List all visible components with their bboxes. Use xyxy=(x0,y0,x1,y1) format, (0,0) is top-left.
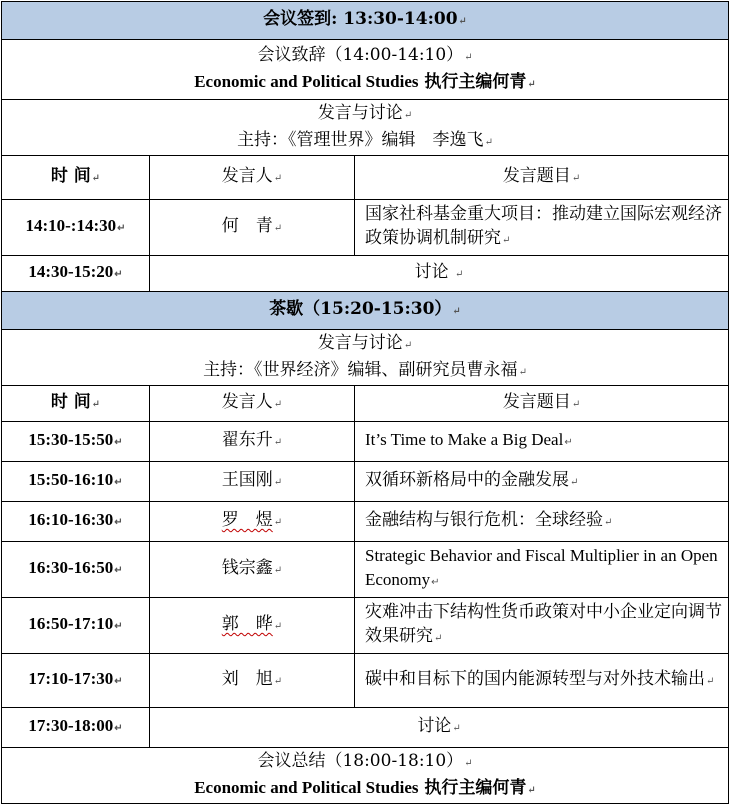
return-mark-icon: ↵ xyxy=(114,437,123,448)
return-mark-icon: ↵ xyxy=(464,757,473,769)
return-mark-icon: ↵ xyxy=(273,437,283,448)
return-mark-icon: ↵ xyxy=(273,621,283,632)
table-row xyxy=(2,708,729,748)
session1-title: 发言与讨论↵ xyxy=(317,102,413,123)
table-row xyxy=(2,422,729,462)
return-mark-icon: ↵ xyxy=(114,269,123,280)
return-mark-icon: ↵ xyxy=(564,437,573,448)
time-cell: 14:30-15:20↵ xyxy=(2,256,150,292)
session1-host: 主持：《管理世界》编辑 李逸飞↵ xyxy=(237,129,493,150)
opening-title: 会议致辞（14:00-14:10）↵ xyxy=(257,44,473,65)
return-mark-icon: ↵ xyxy=(273,173,283,184)
session2-title-cell xyxy=(2,330,729,386)
return-mark-icon: ↵ xyxy=(273,676,283,687)
return-mark-icon: ↵ xyxy=(452,306,461,317)
topic-cell: 双循环新格局中的金融发展↵ xyxy=(355,462,729,502)
opening-row xyxy=(2,40,729,100)
header-speaker: 发言人↵ xyxy=(150,386,355,422)
table-row xyxy=(2,200,729,256)
closing-row xyxy=(2,748,729,804)
return-mark-icon: ↵ xyxy=(571,173,581,184)
registration-cell xyxy=(2,2,729,40)
return-mark-icon: ↵ xyxy=(273,477,283,488)
speaker-cell: 王国刚↵ xyxy=(150,462,355,502)
break-text: 茶歇（15:20-15:30） xyxy=(269,299,452,319)
return-mark-icon: ↵ xyxy=(403,109,413,121)
table-row xyxy=(2,542,729,598)
header-row xyxy=(2,156,729,200)
header-row xyxy=(2,386,729,422)
header-time: 时 间↵ xyxy=(2,156,150,200)
closing-cell xyxy=(2,748,729,804)
return-mark-icon: ↵ xyxy=(452,723,461,734)
return-mark-icon: ↵ xyxy=(434,633,443,644)
topic-cell: 国家社科基金重大项目：推动建立国际宏观经济政策协调机制研究↵ xyxy=(355,200,729,256)
discussion-cell: 讨论↵ xyxy=(150,708,729,748)
header-topic: 发言题目↵ xyxy=(355,156,729,200)
table-row xyxy=(2,462,729,502)
time-cell: 15:50-16:10↵ xyxy=(2,462,150,502)
session1-title-row xyxy=(2,100,729,156)
return-mark-icon: ↵ xyxy=(117,223,126,234)
return-mark-icon: ↵ xyxy=(570,477,579,488)
header-time: 时 间↵ xyxy=(2,386,150,422)
topic-cell: 灾难冲击下结构性货币政策对中小企业定向调节效果研究↵ xyxy=(355,598,729,654)
return-mark-icon: ↵ xyxy=(273,565,283,576)
header-topic: 发言题目↵ xyxy=(355,386,729,422)
return-mark-icon: ↵ xyxy=(114,565,123,576)
return-mark-icon: ↵ xyxy=(114,517,123,528)
return-mark-icon: ↵ xyxy=(114,477,123,488)
time-cell: 17:10-17:30↵ xyxy=(2,654,150,708)
time-cell: 15:30-15:50↵ xyxy=(2,422,150,462)
opening-speaker: Economic and Political Studies 执行主编何青↵ xyxy=(194,71,536,92)
return-mark-icon: ↵ xyxy=(114,723,123,734)
break-cell xyxy=(2,292,729,330)
session1-title-cell xyxy=(2,100,729,156)
return-mark-icon: ↵ xyxy=(91,173,101,184)
speaker-cell: 郭 晔↵ xyxy=(150,598,355,654)
topic-cell: Strategic Behavior and Fiscal Multiplier in an Open Economy↵ xyxy=(355,542,729,598)
return-mark-icon: ↵ xyxy=(706,676,715,687)
header-speaker: 发言人↵ xyxy=(150,156,355,200)
schedule-table xyxy=(1,1,729,804)
return-mark-icon: ↵ xyxy=(91,399,101,410)
return-mark-icon: ↵ xyxy=(273,399,283,410)
speaker-cell: 钱宗鑫↵ xyxy=(150,542,355,598)
session2-title-row xyxy=(2,330,729,386)
discussion-cell: 讨论 ↵ xyxy=(150,256,729,292)
return-mark-icon: ↵ xyxy=(518,366,527,378)
time-cell: 17:30-18:00↵ xyxy=(2,708,150,748)
return-mark-icon: ↵ xyxy=(571,399,581,410)
session2-host: 主持：《世界经济》编辑、副研究员曹永福↵ xyxy=(203,359,527,380)
return-mark-icon: ↵ xyxy=(527,784,536,796)
opening-cell xyxy=(2,40,729,100)
registration-row xyxy=(2,2,729,40)
topic-cell: 碳中和目标下的国内能源转型与对外技术输出↵ xyxy=(355,654,729,708)
time-cell: 16:30-16:50↵ xyxy=(2,542,150,598)
registration-text: 会议签到: 13:30-14:00 xyxy=(263,9,458,29)
table-row xyxy=(2,502,729,542)
return-mark-icon: ↵ xyxy=(464,51,473,63)
speaker-cell: 翟东升↵ xyxy=(150,422,355,462)
return-mark-icon: ↵ xyxy=(484,136,493,148)
return-mark-icon: ↵ xyxy=(604,517,613,528)
time-cell: 14:10-:14:30↵ xyxy=(2,200,150,256)
topic-cell: It’s Time to Make a Big Deal↵ xyxy=(355,422,729,462)
schedule-document xyxy=(1,1,729,804)
time-cell: 16:10-16:30↵ xyxy=(2,502,150,542)
return-mark-icon: ↵ xyxy=(273,223,283,234)
speaker-cell: 何 青↵ xyxy=(150,200,355,256)
topic-cell: 金融结构与银行危机：全球经验↵ xyxy=(355,502,729,542)
closing-title: 会议总结（18:00-18:10）↵ xyxy=(257,750,473,771)
return-mark-icon: ↵ xyxy=(273,517,283,528)
table-row xyxy=(2,598,729,654)
speaker-cell: 刘 旭↵ xyxy=(150,654,355,708)
return-mark-icon: ↵ xyxy=(455,269,464,280)
return-mark-icon: ↵ xyxy=(403,339,413,351)
return-mark-icon: ↵ xyxy=(114,621,123,632)
break-row xyxy=(2,292,729,330)
return-mark-icon: ↵ xyxy=(527,78,536,90)
return-mark-icon: ↵ xyxy=(458,16,467,27)
time-cell: 16:50-17:10↵ xyxy=(2,598,150,654)
speaker-cell: 罗 煜↵ xyxy=(150,502,355,542)
session2-title: 发言与讨论↵ xyxy=(317,332,413,353)
return-mark-icon: ↵ xyxy=(431,577,440,588)
return-mark-icon: ↵ xyxy=(502,235,511,246)
table-row xyxy=(2,654,729,708)
closing-speaker: Economic and Political Studies 执行主编何青↵ xyxy=(194,777,536,798)
return-mark-icon: ↵ xyxy=(114,676,123,687)
table-row xyxy=(2,256,729,292)
